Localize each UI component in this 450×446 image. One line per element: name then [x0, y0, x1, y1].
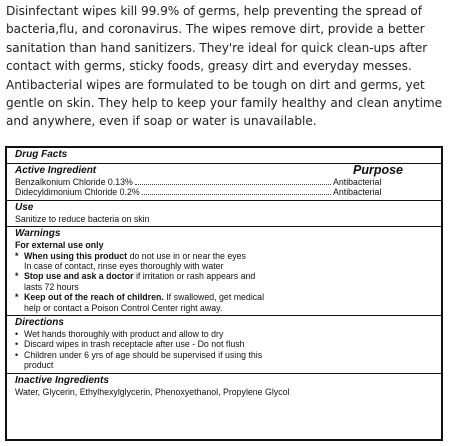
- ingredient-row: [15, 187, 433, 197]
- active-ingredients-header: [15, 164, 433, 177]
- warning-text: do not use in or near the eyes: [127, 250, 246, 261]
- product-description: Disinfectant wipes kill 99.9% of germs, help preventing the spread of bacteria,flu, and coronavirus. The wipes remove dirt, provide a better sanitation than hand sanitizers. They're ideal for quick clean-ups after contact with germs, sticky foods, greasy dirt and everyday messes. Antibacterial wipes are formulated to be tough on dirt and germs, yet gentle on skin. They help to keep your family healthy and clean anytime and anywhere, even if soap or water is unavailable.: [6, 4, 443, 129]
- active-ingredients-section: [7, 164, 441, 201]
- direction-text: Children under 6 yrs of age should be supervised if using this product: [24, 349, 263, 371]
- warning-text: if irritation or rash appears and: [133, 271, 256, 282]
- warning-continuation: help or contact a Poison Control Center right away.: [24, 302, 223, 313]
- direction-item: [15, 329, 433, 339]
- use-heading: Use: [15, 201, 34, 213]
- warning-continuation: In case of contact, rinse eyes thoroughly with water: [24, 261, 224, 272]
- bullet-icon: •: [15, 349, 19, 360]
- warning-bold-text: When using this product: [24, 250, 128, 261]
- warning-continuation: lasts 72 hours: [24, 281, 79, 292]
- warning-item: [15, 251, 433, 272]
- warning-item: [15, 292, 433, 313]
- purpose-heading: Purpose: [352, 163, 403, 177]
- warning-item: [15, 271, 433, 292]
- direction-text: Discard wipes in trash receptacle after use - Do not flush: [24, 339, 245, 350]
- inactive-ingredients-heading: Inactive Ingredients: [15, 374, 109, 386]
- direction-text: Wet hands thoroughly with product and allow to dry: [24, 329, 224, 340]
- direction-item: [15, 350, 433, 371]
- ingredient-purpose: Antibacterial: [333, 187, 382, 198]
- use-section: [7, 201, 441, 227]
- drug-facts-title: Drug Facts: [15, 149, 68, 160]
- external-use-text: For external use only: [15, 240, 104, 251]
- inactive-ingredients-section: [7, 374, 441, 399]
- active-ingredient-heading: Active Ingredient: [15, 165, 97, 176]
- ingredient-row: [15, 177, 433, 187]
- bullet-icon: •: [15, 339, 19, 350]
- dot-leader: [135, 183, 331, 185]
- dot-leader: [142, 193, 331, 195]
- ingredient-name: Didecyldimonium Chloride 0.2%: [15, 187, 140, 198]
- direction-item: [15, 339, 433, 349]
- warning-bold-text: Stop use and ask a doctor: [24, 271, 134, 282]
- use-text: Sanitize to reduce bacteria on skin: [15, 213, 150, 224]
- asterisk-icon: *: [15, 292, 19, 303]
- directions-heading: Directions: [15, 317, 64, 329]
- drug-facts-panel: [5, 146, 443, 441]
- inactive-ingredients-text: Water, Glycerin, Ethylhexylglycerin, Phenoxyethanol, Propylene Glycol: [15, 386, 290, 397]
- warnings-section: [7, 227, 441, 316]
- drug-facts-title-section: [7, 148, 441, 164]
- warning-text: If swallowed, get medical: [163, 292, 265, 303]
- ingredient-name: Benzalkonium Chloride 0.13%: [15, 177, 133, 187]
- directions-section: [7, 316, 441, 374]
- asterisk-icon: *: [15, 271, 19, 282]
- asterisk-icon: *: [15, 250, 19, 261]
- warnings-heading: Warnings: [15, 228, 61, 240]
- warning-bold-text: Keep out of the reach of children.: [24, 292, 164, 303]
- ingredient-purpose: Antibacterial: [333, 177, 382, 187]
- bullet-icon: •: [15, 329, 19, 340]
